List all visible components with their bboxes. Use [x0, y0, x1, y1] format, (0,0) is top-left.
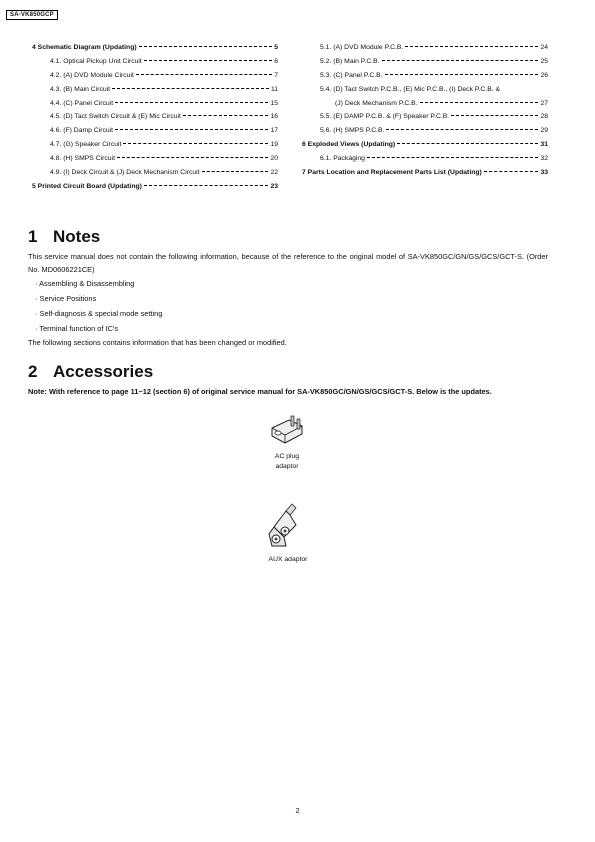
toc-right-column — [302, 44, 548, 183]
toc-leader-line — [115, 129, 268, 130]
toc-entry-page: 15 — [270, 99, 278, 107]
toc-entry-page: 19 — [270, 141, 278, 149]
aux-adaptor-caption: AUX adaptor — [268, 556, 308, 563]
toc-entry-page: 32 — [540, 155, 548, 163]
toc-entry-page: 5 — [274, 44, 278, 51]
toc-entry-title: 6.1. Packaging — [320, 155, 365, 163]
toc-entry — [302, 72, 548, 86]
toc-entry-page: 27 — [540, 99, 548, 107]
toc-leader-line — [405, 46, 538, 47]
toc-leader-line — [139, 46, 273, 47]
aux-adaptor-icon — [266, 501, 310, 551]
toc-entry-page: 7 — [274, 71, 278, 79]
toc-entry — [302, 113, 548, 127]
accessories-number: 2 — [28, 362, 38, 381]
toc-entry — [32, 86, 278, 100]
toc-entry-title: 4.9. (I) Deck Circuit & (J) Deck Mechanism Circuit — [50, 169, 200, 177]
toc-entry-title: 4.3. (B) Main Circuit — [50, 85, 111, 93]
accessories-heading — [28, 362, 153, 382]
aux-adaptor-figure — [258, 501, 318, 565]
toc-entry-title: 4.5. (D) Tact Switch Circuit & (E) Mic Circuit — [50, 113, 181, 121]
toc-entry-page: 33 — [540, 169, 548, 177]
toc-entry — [302, 141, 548, 155]
notes-heading — [28, 227, 100, 247]
toc-entry — [32, 183, 278, 197]
toc-entry-page: 17 — [270, 127, 278, 135]
list-item: · Self-diagnosis & special mode setting — [35, 309, 163, 318]
page-number: 2 — [295, 806, 300, 815]
ac-plug-figure — [262, 414, 312, 472]
toc-entry-title: 5.5. (E) DAMP P.C.B. & (F) Speaker P.C.B. — [320, 113, 450, 121]
toc-entry-title: 4.6. (F) Damp Circuit — [50, 127, 114, 135]
toc-entry-title: 7 Parts Location and Replacement Parts List (Updating) — [302, 169, 482, 177]
toc-entry-page: 16 — [270, 113, 278, 121]
toc-entry-title: 5.1. (A) DVD Module P.C.B. — [320, 44, 404, 51]
accessories-title: Accessories — [53, 362, 154, 381]
toc-entry — [32, 141, 278, 155]
toc-entry-title: 6 Exploded Views (Updating) — [302, 141, 396, 149]
toc-leader-line — [183, 115, 269, 116]
toc-leader-line — [484, 171, 539, 172]
toc-entry — [32, 72, 278, 86]
ac-plug-caption-1: AC plug — [274, 453, 300, 460]
accessories-note: Note: With reference to page 11~12 (section 6) of original service manual for SA-VK850GC/GN/GS/GCS/GCT-S. Below is the updates. — [28, 387, 492, 396]
toc-leader-line — [397, 143, 538, 144]
toc-entry-title: 5.6. (H) SMPS P.C.B. — [320, 127, 385, 135]
toc-entry — [32, 58, 278, 72]
toc-entry — [302, 44, 548, 58]
toc-entry-page: 11 — [270, 85, 278, 93]
notes-title: Notes — [53, 227, 101, 246]
toc-leader-line — [136, 74, 272, 75]
toc-entry-title: 4.4. (C) Panel Circuit — [50, 99, 114, 107]
toc-entry-title: 5.2. (B) Main P.C.B. — [320, 57, 380, 65]
notes-number: 1 — [28, 227, 38, 246]
list-item: · Assembling & Disassembling — [35, 279, 135, 288]
toc-entry — [32, 169, 278, 183]
toc-entry — [302, 169, 548, 183]
list-item: · Terminal function of IC's — [35, 324, 119, 333]
toc-entry-title: 5.4. (D) Tact Switch P.C.B., (E) Mic P.C.B., (I) Deck P.C.B. & — [320, 85, 501, 93]
toc-leader-line — [420, 102, 539, 103]
toc-entry-page: 6 — [274, 57, 278, 65]
toc-entry — [32, 113, 278, 127]
toc-entry-page: 23 — [270, 182, 278, 190]
toc-leader-line — [144, 185, 269, 186]
toc-entry — [302, 127, 548, 141]
toc-entry — [32, 100, 278, 114]
toc-entry-page: 26 — [540, 71, 548, 79]
toc-leader-line — [123, 143, 268, 144]
toc-entry-title: 4.8. (H) SMPS Circuit — [50, 155, 115, 163]
notes-outro: The following sections contains information that has been changed or modified. — [28, 338, 287, 347]
toc-entry-title: 5.3. (C) Panel P.C.B. — [320, 71, 383, 79]
toc-leader-line — [117, 157, 268, 158]
toc-entry — [302, 58, 548, 72]
toc-entry-page: 25 — [540, 57, 548, 65]
toc-entry — [32, 44, 278, 58]
ac-plug-adaptor-icon — [267, 414, 307, 448]
toc-leader-line — [115, 102, 268, 103]
toc-entry-page: 24 — [540, 44, 548, 51]
toc-entry — [302, 100, 548, 114]
toc-entry-title: 4.7. (G) Speaker Circuit — [50, 141, 122, 149]
toc-leader-line — [451, 115, 538, 116]
notes-bullet-list — [35, 279, 162, 339]
toc-entry-title: 4 Schematic Diagram (Updating) — [32, 44, 137, 51]
list-item: · Service Positions — [35, 294, 97, 303]
model-tag: SA-VK850GCP — [6, 10, 58, 20]
toc-entry — [32, 127, 278, 141]
toc-entry — [32, 155, 278, 169]
toc-leader-line — [202, 171, 269, 172]
toc-leader-line — [382, 60, 539, 61]
toc-entry — [302, 155, 548, 169]
toc-leader-line — [144, 60, 272, 61]
toc-leader-line — [385, 74, 539, 75]
toc-entry-page: 28 — [540, 113, 548, 121]
toc-entry-page: 22 — [270, 169, 278, 177]
toc-entry-title: 4.2. (A) DVD Module Circuit — [50, 71, 134, 79]
ac-plug-caption-2: adaptor — [275, 463, 299, 470]
toc-entry-page: 29 — [540, 127, 548, 135]
toc-leader-line — [112, 88, 269, 89]
toc-entry-page: 31 — [540, 141, 548, 149]
toc-entry — [302, 86, 548, 100]
toc-left-column — [32, 44, 278, 197]
notes-intro: This service manual does not contain the following information, because of the reference to the original model of SA-VK850GC/GN/GS/GCS/GCT-S. (Order No. MD0606221CE) — [28, 252, 548, 274]
toc-entry-title: 4.1. Optical Pickup Unit Circuit — [50, 57, 142, 65]
toc-entry-page: 20 — [270, 155, 278, 163]
toc-entry-title: (J) Deck Mechanism P.C.B. — [335, 99, 418, 107]
toc-leader-line — [367, 157, 538, 158]
toc-entry-title: 5 Printed Circuit Board (Updating) — [32, 182, 142, 190]
toc-leader-line — [386, 129, 538, 130]
